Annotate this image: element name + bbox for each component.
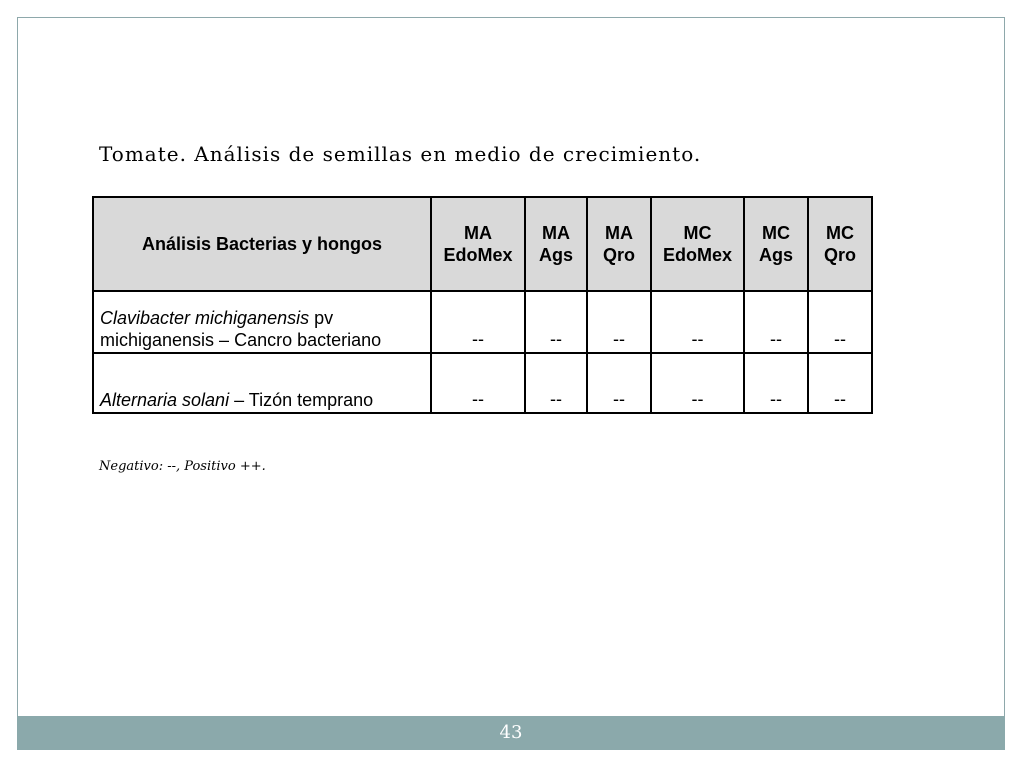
- result-cell: --: [651, 353, 744, 413]
- header-ma-ags-line2: Ags: [538, 245, 573, 265]
- header-ma-ags: [525, 197, 587, 291]
- result-cell: --: [587, 353, 651, 413]
- results-table: [92, 196, 873, 414]
- row-organism: [93, 353, 431, 413]
- result-cell: --: [525, 291, 587, 353]
- organism-italic-name: Alternaria solani: [100, 390, 230, 410]
- result-cell: --: [431, 353, 525, 413]
- legend-note: Negativo: --, Positivo ++.: [99, 459, 266, 474]
- header-mc-ags: [744, 197, 808, 291]
- header-mc-ags-line2: Ags: [758, 245, 793, 265]
- header-mc-ags-line1: MC: [762, 223, 790, 243]
- table-header-row: [93, 197, 872, 291]
- result-cell: --: [651, 291, 744, 353]
- table-row: [93, 353, 872, 413]
- result-cell: --: [587, 291, 651, 353]
- header-ma-qro-line2: Qro: [602, 245, 635, 265]
- header-ma-edomex: [431, 197, 525, 291]
- table-row: [93, 291, 872, 353]
- header-mc-edomex-line2: EdoMex: [662, 245, 732, 265]
- footer-bar: [17, 716, 1005, 750]
- result-cell: --: [431, 291, 525, 353]
- result-cell: --: [744, 291, 808, 353]
- header-mc-qro-line2: Qro: [823, 245, 856, 265]
- header-mc-edomex: [651, 197, 744, 291]
- header-ma-qro: [587, 197, 651, 291]
- header-ma-ags-line1: MA: [542, 223, 570, 243]
- page-number: 43: [499, 722, 523, 743]
- organism-italic-name: Clavibacter michiganensis: [100, 308, 310, 328]
- organism-rest: pv michiganensis – Cancro bacteriano: [100, 308, 382, 350]
- result-cell: --: [744, 353, 808, 413]
- result-cell: --: [808, 291, 872, 353]
- result-cell: --: [808, 353, 872, 413]
- header-ma-edomex-line1: MA: [464, 223, 492, 243]
- row-organism: [93, 291, 431, 353]
- result-cell: --: [525, 353, 587, 413]
- header-ma-edomex-line2: EdoMex: [443, 245, 513, 265]
- organism-rest: – Tizón temprano: [229, 390, 374, 410]
- header-mc-qro: [808, 197, 872, 291]
- header-mc-edomex-line1: MC: [683, 223, 712, 243]
- header-ma-qro-line1: MA: [605, 223, 633, 243]
- slide-title: Tomate. Análisis de semillas en medio de crecimiento.: [99, 142, 702, 166]
- header-mc-qro-line1: MC: [826, 223, 854, 243]
- header-organism: Análisis Bacterias y hongos: [93, 197, 431, 291]
